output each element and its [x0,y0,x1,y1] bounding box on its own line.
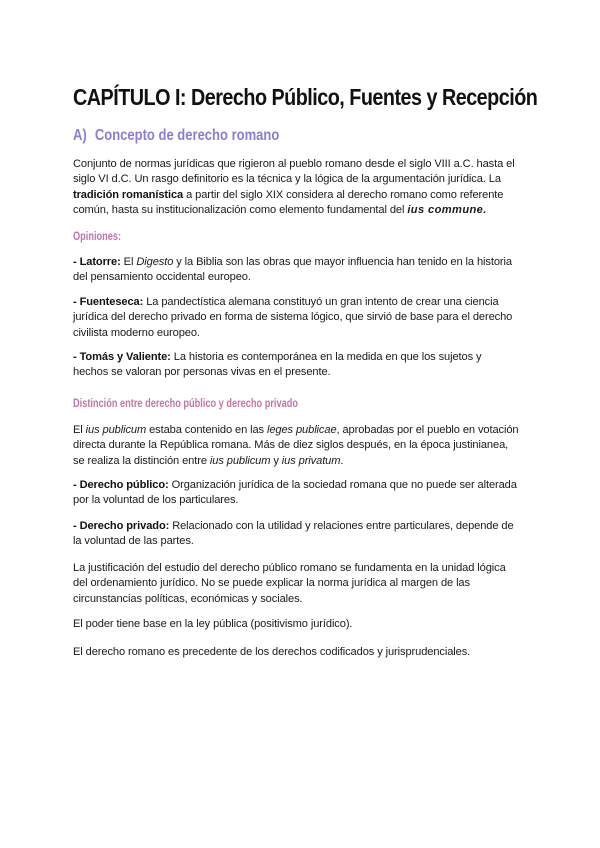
opinion-fuenteseca [73,295,533,341]
derecho-publico-definition [73,478,533,509]
italic-term: ius publicum [85,424,147,436]
text-span: estaba contenido en las [146,424,267,436]
author-label: - Tomás y Valiente: [73,351,171,363]
text-line: El poder tiene base en la ley pública (positivismo jurídico). [73,618,353,630]
text-line: hechos se valoran por personas vivas en el presente. [73,366,331,379]
italic-term: Digesto [136,256,174,268]
poder-paragraph [73,617,533,632]
text-line [73,188,533,203]
text-line [73,350,533,365]
italic-term: leges publicae [266,424,337,436]
text-span: común, hasta su institucionalización como elemento fundamental del [73,204,408,217]
text-span: y la Biblia son las obras que mayor influencia han tenido en la historia [173,256,512,268]
distincion-heading: Distinción entre derecho público y derecho privado [73,398,298,410]
section-heading-text: Concepto de derecho romano [94,127,280,144]
text-line: jurídica del derecho privado en forma de sistema lógico, que sirvió de base para el derecho [73,311,513,324]
derecho-privado-definition [73,519,533,550]
text-span: La pandectística alemana constituyó un gran intento de crear una ciencia [143,296,499,308]
term-label: - Derecho público: [73,479,169,491]
text-span: se realiza la distinción entre [73,454,210,467]
justificacion-paragraph [73,561,533,607]
text-line: circunstancias políticas, económicas y sociales. [73,592,303,605]
section-number: A) [73,127,87,144]
text-line: siglo VI d.C. Un rasgo definitorio es la técnica y la lógica de la argumentación jurídica. La [73,173,501,186]
precedente-paragraph [73,645,533,660]
bold-italic-term: ius commune. [407,204,487,217]
text-line [73,478,533,493]
text-line: civilista moderno europeo. [73,326,200,339]
opinion-latorre [73,255,533,286]
bold-term: tradición romanística [73,188,184,201]
text-span: Relacionado con la utilidad y relaciones entre particulares, depende de [169,520,514,532]
text-span: , aprobadas por el pueblo en votación [336,424,519,436]
text-span: El [120,256,137,268]
text-line: Conjunto de normas jurídicas que rigieron al pueblo romano desde el siglo VIII a.C. hasta el [73,158,515,170]
author-label: - Fuenteseca: [73,296,144,308]
text-span: Organización jurídica de la sociedad romana que no puede ser alterada [168,479,517,491]
text-line [73,423,533,438]
text-line: por la voluntad de los particulares. [73,494,239,507]
intro-paragraph [73,157,533,219]
text-line: directa durante la República romana. Más de diez siglos después, en la época justinianea, [73,439,509,452]
text-line: La justificación del estudio del derecho público romano se fundamenta en la unidad lógica [73,562,506,574]
author-label: - Latorre: [73,256,121,268]
text-line: del ordenamiento jurídico. No se puede explicar la norma jurídica al margen de las [73,577,470,590]
text-line [73,454,533,469]
text-span: La historia es contemporánea en la medida en que los sujetos y [170,351,482,363]
section-heading-a [73,127,279,145]
italic-term: ius publicum [209,454,271,467]
text-span: . [340,454,344,467]
text-line [73,255,533,270]
distincion-paragraph [73,423,533,469]
text-line [73,519,533,534]
text-line [73,203,533,218]
text-span: a partir del siglo XIX considera al derecho romano como referente [183,188,504,201]
term-label: - Derecho privado: [73,520,170,532]
text-line: El derecho romano es precedente de los derechos codificados y jurisprudenciales. [73,646,471,658]
text-line: la voluntad de las partes. [73,535,194,548]
text-line [73,295,533,310]
text-line: del pensamiento occidental europeo. [73,271,251,284]
opinion-tomas-y-valiente [73,350,533,381]
italic-term: ius privatum [281,454,341,467]
text-span: y [270,454,282,467]
opiniones-heading: Opiniones: [73,231,122,243]
chapter-title: CAPÍTULO I: Derecho Público, Fuentes y Recepción [73,84,538,110]
text-span: El [73,424,86,436]
